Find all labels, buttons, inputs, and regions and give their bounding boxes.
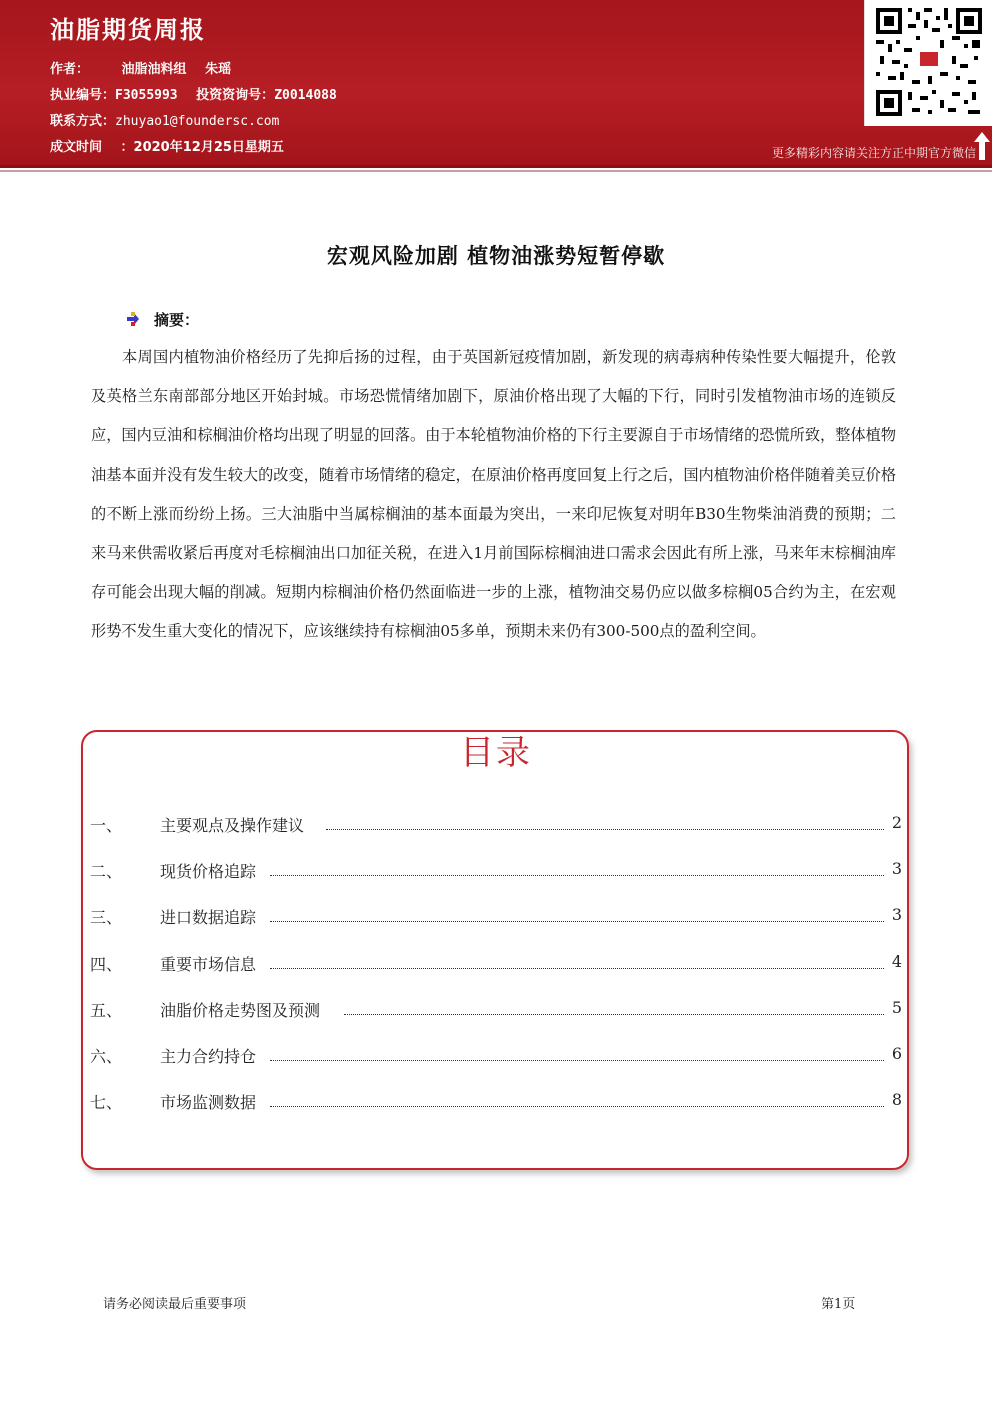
toc-item[interactable] [90, 1090, 902, 1114]
toc-dot-leader [270, 1105, 884, 1107]
toc-item-title: 重要市场信息 [160, 955, 257, 974]
toc-item-number: 三、 [90, 908, 123, 927]
toc-dot-leader [270, 874, 884, 876]
date-value: ：2020年12月25日星期五 [120, 140, 284, 155]
author-label: 作者： [50, 62, 90, 77]
toc-item-page: 5 [891, 998, 902, 1017]
toc-dot-leader [270, 920, 884, 922]
date-line [50, 136, 284, 155]
toc-item-number: 七、 [90, 1093, 123, 1112]
footer-page-number: 第1页 [821, 1297, 856, 1312]
bullet-arrow-icon [126, 312, 140, 330]
toc-item-number: 六、 [90, 1047, 123, 1066]
toc-item-title: 主要观点及操作建议 [160, 816, 305, 835]
toc-item[interactable] [90, 952, 902, 976]
toc-item-number: 四、 [90, 955, 123, 974]
toc-item[interactable] [90, 1044, 902, 1068]
header-divider [0, 165, 992, 168]
toc-item-title: 现货价格追踪 [160, 862, 257, 881]
license-line [50, 84, 337, 103]
license-value: F3055993 [115, 88, 178, 103]
header-divider-light [0, 170, 992, 172]
summary-paragraph: 本周国内植物油价格经历了先抑后扬的过程，由于英国新冠疫情加剧，新发现的病毒病种传染性要大幅提升，伦敦及英格兰东南部部分地区开始封城。市场恐慌情绪加剧下，原油价格出现了大幅的下行，同时引发植物油市场的连锁反应，国内豆油和棕榈油价格均出现了明显的回落。由于本轮植物油价格的下行主要源自于市场情绪的恐慌所致，整体植物油基本面并没有发生较大的改变，随着市场情绪的稳定，在原油价格再度回复上行之后，国内植物油价格伴随着美豆价格的不断上涨而纷纷上扬。三大油脂中当属棕榈油的基本面最为突出，一来印尼恢复对明年B30生物柴油消费的预期；二来马来供需收紧后再度对毛棕榈油出口加征关税，在进入1月前国际棕榈油进口需求会因此有所上涨，马来年末棕榈油库存可能会出现大幅的削减。短期内棕榈油价格仍然面临进一步的上涨，植物油交易仍应以做多棕榈05合约为主，在宏观形势不发生重大变化的情况下，应该继续持有棕榈油05多单，预期未来仍有300-500点的盈利空间。 [91, 348, 896, 641]
article-title: 宏观风险加剧 植物油涨势短暂停歇 [326, 244, 666, 268]
toc-item-number: 二、 [90, 862, 123, 881]
summary-heading [126, 309, 199, 330]
toc-item-number: 五、 [90, 1001, 123, 1020]
toc-item-page: 3 [891, 859, 902, 878]
follow-wechat-text: 更多精彩内容请关注方正中期官方微信 [771, 146, 976, 160]
toc-item-page: 4 [891, 952, 902, 971]
summary-label: 摘要： [154, 311, 200, 329]
footer-notice: 请务必阅读最后重要事项 [103, 1297, 247, 1312]
toc-dot-leader [270, 967, 884, 969]
toc-item[interactable] [90, 859, 902, 883]
toc-item-title: 进口数据追踪 [160, 908, 257, 927]
toc-item[interactable] [90, 905, 902, 929]
toc-item-title: 市场监测数据 [160, 1093, 257, 1112]
author-group: 油脂油料组 [121, 62, 187, 77]
author-line [50, 58, 231, 77]
toc-item-title: 油脂价格走势图及预测 [160, 1001, 321, 1020]
toc-item[interactable] [90, 813, 902, 837]
toc-item-page: 6 [891, 1044, 902, 1063]
date-label: 成文时间 [50, 140, 103, 155]
toc-item-number: 一、 [90, 816, 123, 835]
qr-code-icon[interactable] [864, 0, 992, 126]
up-arrow-icon [974, 132, 990, 160]
toc-dot-leader [326, 828, 884, 830]
license-label: 执业编号： [50, 88, 116, 103]
toc-heading: 目录 [460, 733, 532, 773]
toc-item-title: 主力合约持仓 [160, 1047, 257, 1066]
contact-line [50, 110, 279, 129]
toc-item[interactable] [90, 998, 902, 1022]
toc-item-page: 3 [891, 905, 902, 924]
contact-label: 联系方式： [50, 114, 116, 129]
toc-item-page: 8 [891, 1090, 902, 1109]
report-type-title: 油脂期货周报 [50, 16, 206, 44]
contact-email[interactable]: zhuyao1@foundersc.com [115, 114, 280, 129]
author-name: 朱瑶 [205, 62, 232, 77]
toc-dot-leader [270, 1059, 884, 1061]
toc-dot-leader [344, 1013, 884, 1015]
advisor-value: Z0014088 [274, 88, 337, 103]
toc-item-page: 2 [891, 813, 902, 832]
advisor-label: 投资资询号： [196, 88, 275, 103]
